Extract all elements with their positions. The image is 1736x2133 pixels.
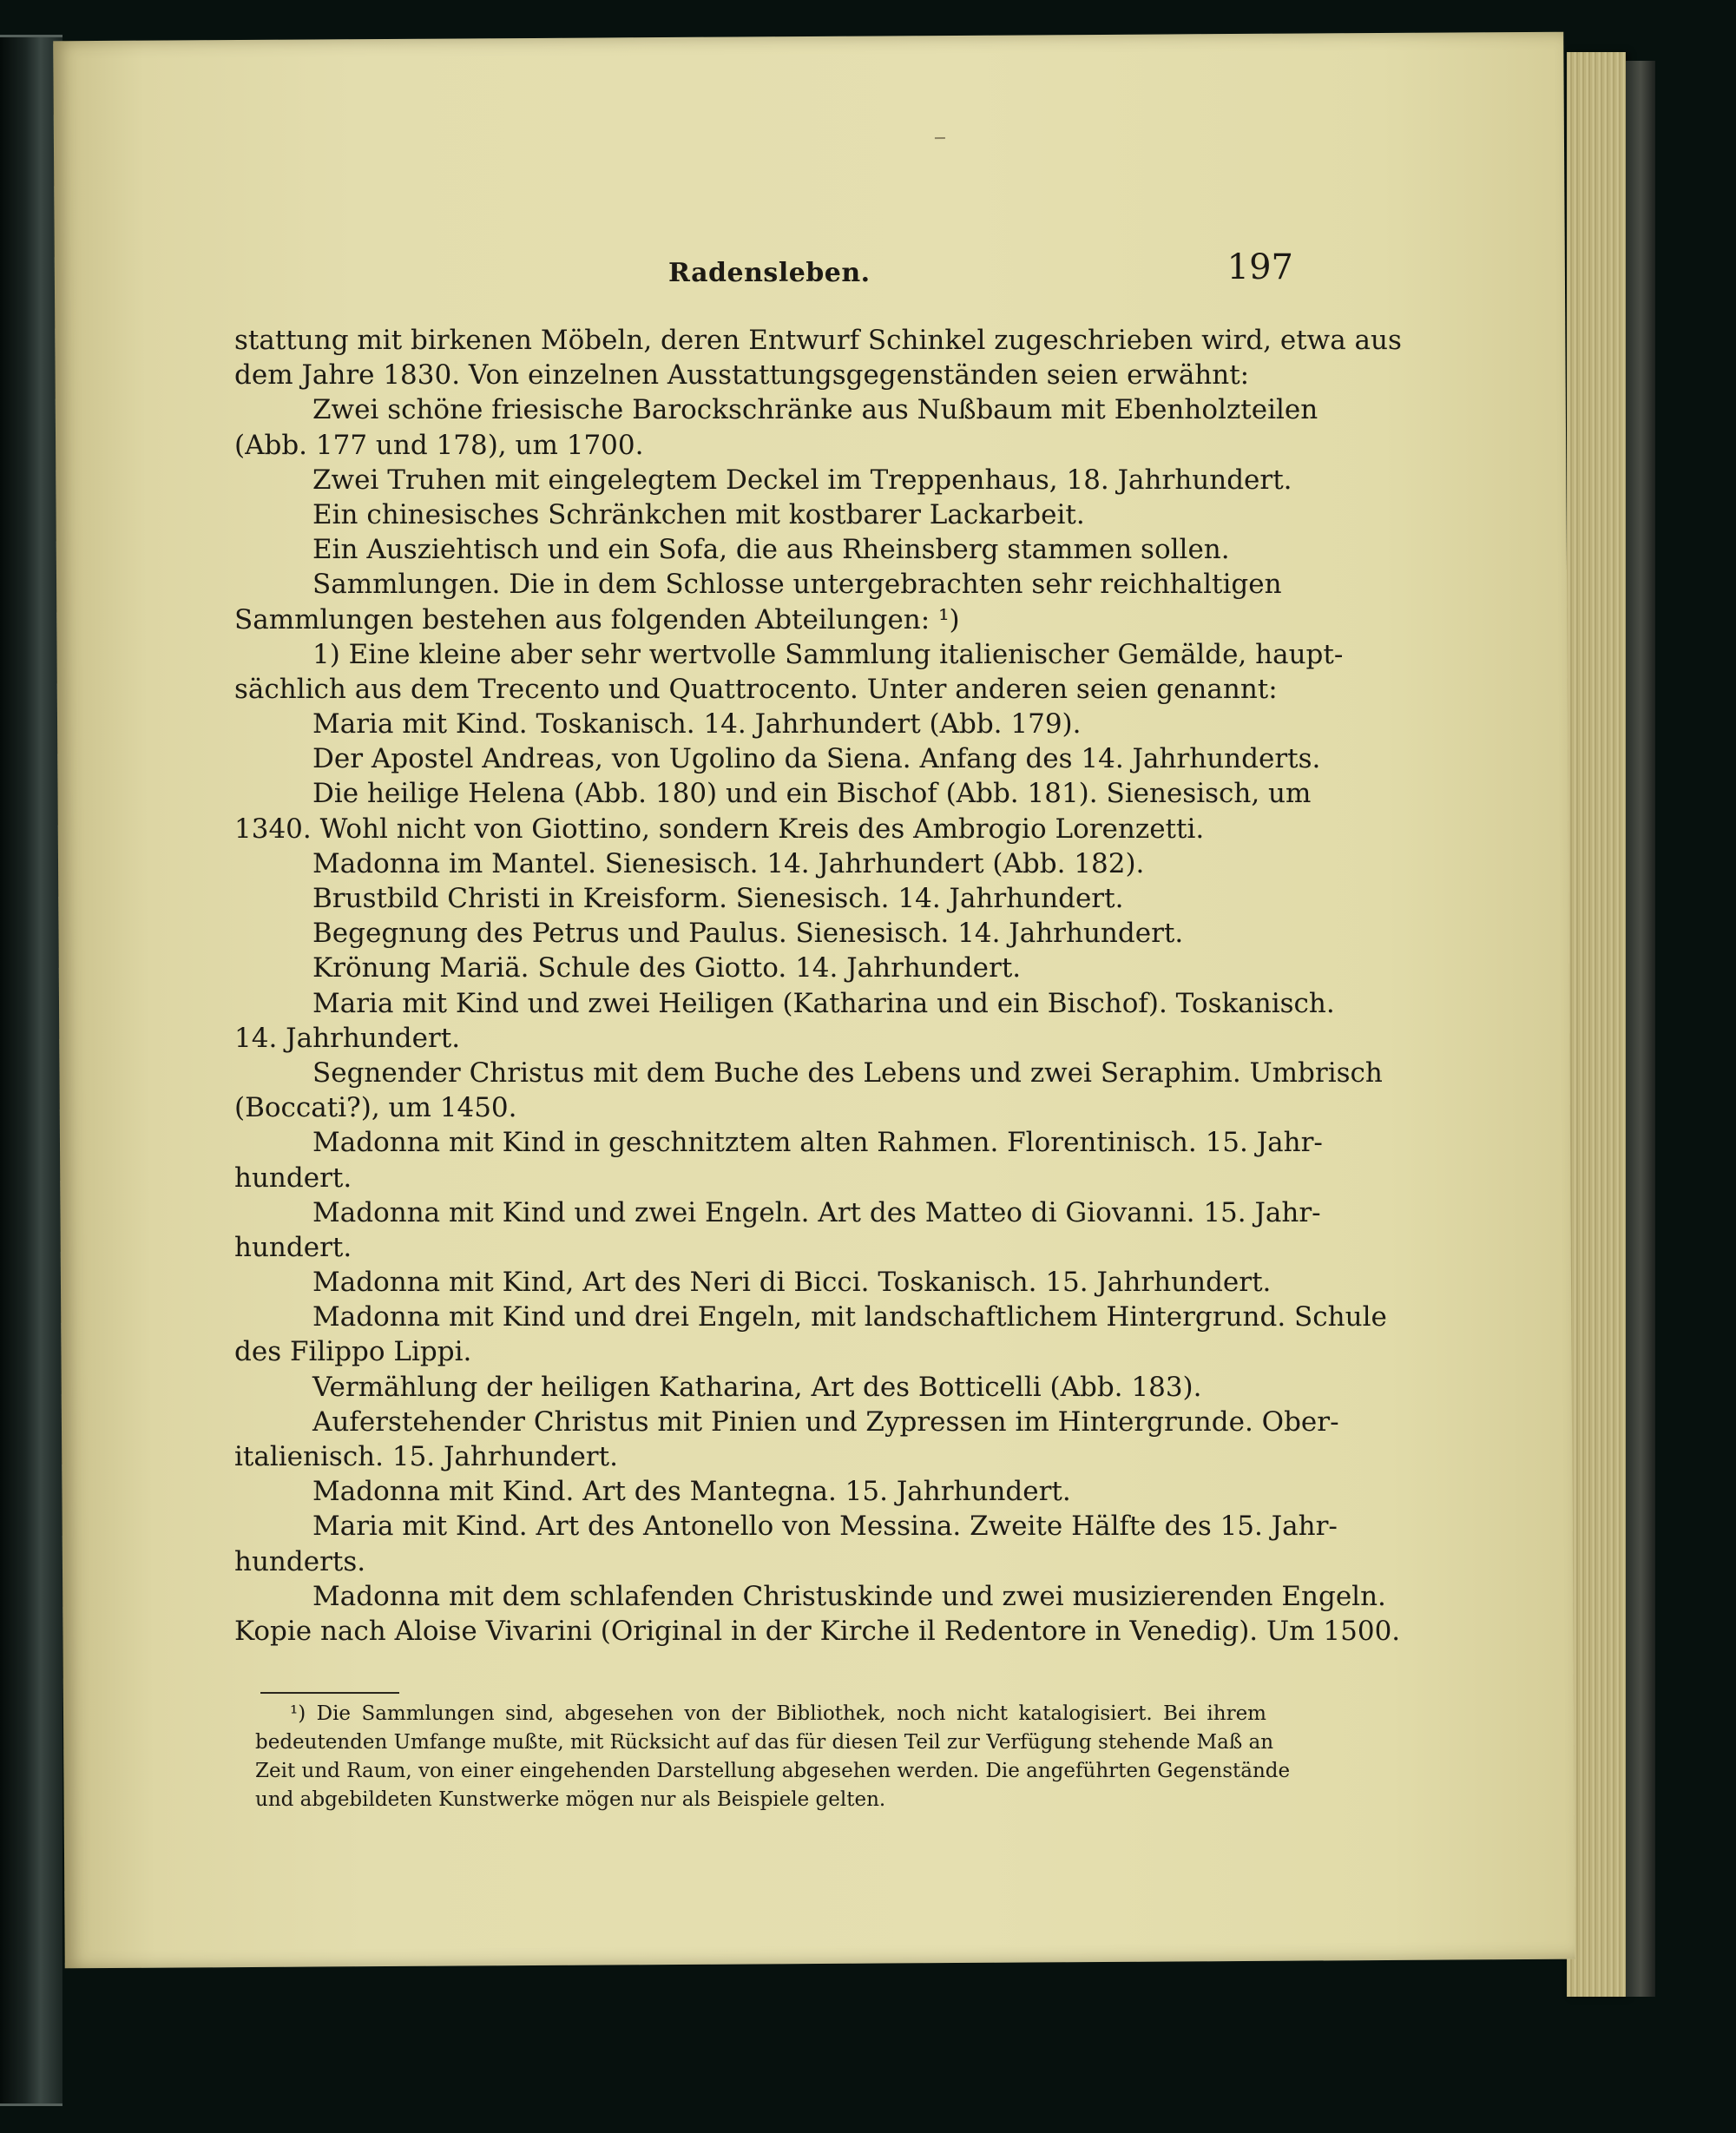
page-mark — [935, 137, 945, 139]
page-edges — [1567, 52, 1626, 1997]
text-line: (Abb. 177 und 178), um 1700. — [234, 429, 644, 461]
footnote-rule — [260, 1692, 399, 1694]
text-line: Maria mit Kind und zwei Heiligen (Katharina und ein Bischof). Toskanisch. — [312, 987, 1335, 1019]
footnote-line: Zeit und Raum, von einer eingehenden Darstellung abgesehen werden. Die angeführten Gegenstände — [255, 1760, 1291, 1782]
footnote-line: und abgebildeten Kunstwerke mögen nur als Beispiele gelten. — [255, 1788, 886, 1811]
text-line: Zwei Truhen mit eingelegtem Deckel im Treppenhaus, 18. Jahrhundert. — [312, 464, 1292, 496]
text-line: 1340. Wohl nicht von Giottino, sondern Kreis des Ambrogio Lorenzetti. — [234, 813, 1205, 845]
text-line: Sammlungen. Die in dem Schlosse untergebrachten sehr reichhaltigen — [312, 569, 1282, 601]
text-line: Auferstehender Christus mit Pinien und Zypressen im Hintergrunde. Ober- — [312, 1406, 1339, 1438]
text-line: Sammlungen bestehen aus folgenden Abteilungen: ¹) — [234, 603, 960, 635]
text-line: dem Jahre 1830. Von einzelnen Ausstattungsgegenständen seien erwähnt: — [234, 359, 1250, 392]
text-line: italienisch. 15. Jahrhundert. — [234, 1441, 618, 1472]
text-line: Der Apostel Andreas, von Ugolino da Siena. Anfang des 14. Jahrhunderts. — [312, 743, 1321, 775]
text-line: Maria mit Kind. Art des Antonello von Messina. Zweite Hälfte des 15. Jahr- — [312, 1511, 1338, 1543]
text-line: sächlich aus dem Trecento und Quattrocento. Unter anderen seien genannt: — [234, 673, 1278, 705]
body-text — [234, 323, 1402, 1649]
text-line: Segnender Christus mit dem Buche des Lebens und zwei Seraphim. Umbrisch — [312, 1057, 1383, 1089]
text-line: Vermählung der heiligen Katharina, Art des Botticelli (Abb. 183). — [312, 1371, 1202, 1403]
text-line: Zwei schöne friesische Barockschränke aus Nußbaum mit Ebenholzteilen — [312, 394, 1318, 426]
running-head: Radensleben. — [668, 258, 871, 288]
text-line: (Boccati?), um 1450. — [234, 1092, 517, 1124]
text-line: Ein chinesisches Schränkchen mit kostbarer Lackarbeit. — [312, 498, 1085, 530]
text-line: 1) Eine kleine aber sehr wertvolle Sammlung italienischer Gemälde, haupt- — [312, 638, 1344, 670]
text-line: 14. Jahrhundert. — [234, 1022, 461, 1054]
text-line: Madonna mit Kind, Art des Neri di Bicci. Toskanisch. 15. Jahrhundert. — [312, 1267, 1272, 1299]
text-line: stattung mit birkenen Möbeln, deren Entwurf Schinkel zugeschrieben wird, etwa aus — [234, 325, 1402, 356]
text-line: Die heilige Helena (Abb. 180) und ein Bischof (Abb. 181). Sienesisch, um — [312, 778, 1312, 810]
text-line: Kopie nach Aloise Vivarini (Original in der Kirche il Redentore in Venedig). Um 1500. — [234, 1615, 1401, 1647]
text-line: Madonna im Mantel. Sienesisch. 14. Jahrhundert (Abb. 182). — [312, 847, 1145, 879]
text-line: hundert. — [234, 1231, 352, 1263]
footnotes — [255, 1700, 1291, 1814]
text-line: Madonna mit dem schlafenden Christuskinde und zwei musizierenden Engeln. — [312, 1580, 1386, 1612]
text-line: hundert. — [234, 1162, 352, 1194]
text-line: Madonna mit Kind und zwei Engeln. Art des Matteo di Giovanni. 15. Jahr- — [312, 1196, 1321, 1228]
book-spine-left — [0, 35, 62, 2106]
text-line: Madonna mit Kind. Art des Mantegna. 15. Jahrhundert. — [312, 1476, 1071, 1508]
text-line: Begegnung des Petrus und Paulus. Sienesisch. 14. Jahrhundert. — [312, 918, 1184, 950]
book-cover-right — [1626, 61, 1655, 1997]
page-number: 197 — [1226, 247, 1293, 287]
text-line: Krönung Mariä. Schule des Giotto. 14. Jahrhundert. — [312, 952, 1022, 984]
text-line: des Filippo Lippi. — [234, 1336, 472, 1368]
text-line: Ein Ausziehtisch und ein Sofa, die aus Rheinsberg stammen sollen. — [312, 534, 1230, 566]
text-line: Maria mit Kind. Toskanisch. 14. Jahrhundert (Abb. 179). — [312, 708, 1082, 741]
footnote-line: ¹) Die Sammlungen sind, abgesehen von der Bibliothek, noch nicht katalogisiert. Bei ihrem — [290, 1702, 1266, 1725]
text-line: Madonna mit Kind und drei Engeln, mit landschaftlichem Hintergrund. Schule — [312, 1301, 1387, 1333]
text-line: Madonna mit Kind in geschnitztem alten Rahmen. Florentinisch. 15. Jahr- — [312, 1127, 1323, 1159]
page-header — [234, 247, 1293, 300]
text-line: Brustbild Christi in Kreisform. Sienesisch. 14. Jahrhundert. — [312, 883, 1124, 914]
footnote-line: bedeutenden Umfange mußte, mit Rücksicht auf das für diesen Teil zur Verfügung stehende Maß an — [255, 1731, 1274, 1754]
text-line: hunderts. — [234, 1545, 366, 1577]
